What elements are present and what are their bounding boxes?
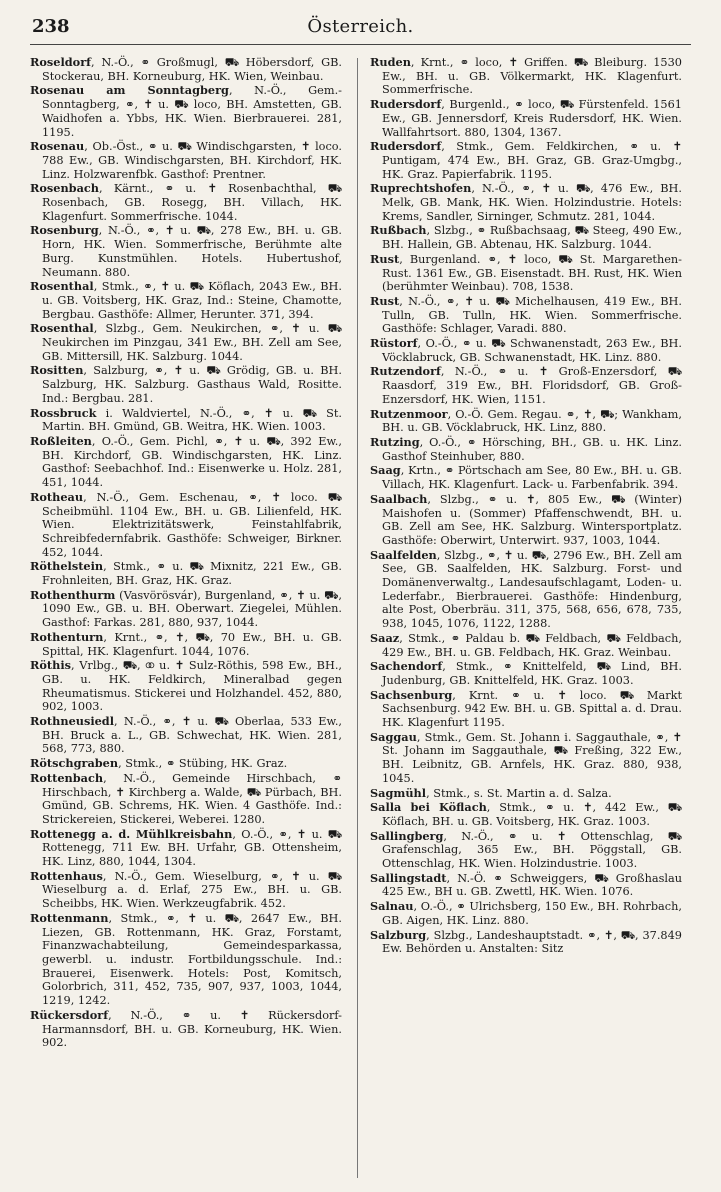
entry-headword: Ruprechtshofen xyxy=(370,181,472,196)
entry-headword: Roßleiten xyxy=(30,433,92,448)
entry-headword: Rutzendorf xyxy=(370,364,441,379)
entry-headword: Salla bei Köflach xyxy=(370,800,487,815)
gazetteer-entry xyxy=(30,631,342,658)
gazetteer-entry xyxy=(30,491,342,560)
gazetteer-entry xyxy=(30,322,342,363)
entry-text: , Ob.-Öst., ⚭ u. ⛟ Windischgarsten, ✝ loco. 788 Ew., GB. Windischgarsten, BH. Kirchdorf, HK. Linz. Holzwarenfbk. Gasthof: Prentner. xyxy=(42,140,342,181)
gazetteer-entry xyxy=(370,436,682,463)
entry-headword: Rußbach xyxy=(370,223,427,238)
entry-headword: Rottenhaus xyxy=(30,868,103,883)
gazetteer-entry xyxy=(370,830,682,871)
gazetteer-entry xyxy=(30,659,342,714)
entry-headword: Rosenau xyxy=(30,139,85,154)
column-divider xyxy=(357,58,358,1178)
entry-text: , N.-Ö., ⚭, ✝ u. ⛟, 476 Ew., BH. Melk, GB. Mank, HK. Wien. Holzindustrie. Hotels: Krems, Sandler, Sirninger, Schmutz. 281, 1044. xyxy=(382,182,682,223)
gazetteer-entry xyxy=(370,464,682,491)
gazetteer-entry xyxy=(370,900,682,927)
entry-headword: Rüstorf xyxy=(370,336,418,351)
entry-text: , Krnt., ⚭ loco, ✝ Griffen. ⛟ Bleiburg. 1530 Ew., BH. u. GB. Völkermarkt, HK. Klagenfurt. Sommerfrische. xyxy=(382,56,682,97)
entry-headword: Ruden xyxy=(370,55,411,69)
gazetteer-entry xyxy=(370,689,682,730)
entry-text: , N.-Ö., ⚭ u. ✝ Rückersdorf-Harmannsdorf, BH. u. GB. Korneuburg, HK. Wien. 902. xyxy=(42,1008,342,1050)
entry-text: , Vrlbg., ⛟, ⚭ u. ✝ Sulz-Röthis, 598 Ew., BH., GB. u. HK. Feldkirch, Mineralbad gegen Rheumatismus. Stickerei und Holzhandel. 452, 880, 902, 1003. xyxy=(42,659,342,714)
entry-text: , N.-Ö., ⚭, ✝ u. ⛟, 278 Ew., BH. u. GB. Horn, HK. Wien. Sommerfrische, Berühmte alte Burg. Kunstmühlen. Hotels. Hubertushof, Neumann. 880. xyxy=(42,224,342,279)
entry-text: , Stmk., Gem. Feldkirchen, ⚭ u. ✝ Puntigam, 474 Ew., BH. Graz, GB. Graz-Umgbg., HK. Graz. Papierfabrik. 1195. xyxy=(382,140,682,181)
entry-headword: Röthis xyxy=(30,658,72,673)
gazetteer-entry xyxy=(30,364,342,405)
gazetteer-entry xyxy=(370,98,682,139)
entry-text: , Salzburg, ⚭, ✝ u. ⛟ Grödig, GB. u. BH. Salzburg, HK. Salzburg. Gasthaus Wald, Rositte. Ind.: Bergbau. 281. xyxy=(42,364,342,405)
page-title: Österreich. xyxy=(307,16,414,37)
entry-text: , Kärnt., ⚭ u. ✝ Rosenbachthal, ⛟ Rosenbach, GB. Rosegg, BH. Villach, HK. Klagenfurt. Sommerfrische. 1044. xyxy=(42,182,342,223)
entry-text: , O.-Ö. Gem. Regau. ⚭, ✝, ⛟; Wankham, BH. u. GB. Vöcklabruck, HK. Linz, 880. xyxy=(382,407,682,435)
entry-text: , N.-Ö., ⚭ u. ✝ Ottenschlag, ⛟ Grafenschlag, 365 Ew., BH. Pöggstall, GB. Ottenschlag, HK. Wien. Holzindustrie. 1003. xyxy=(382,829,682,871)
gazetteer-entry xyxy=(30,84,342,139)
gazetteer-entry xyxy=(370,253,682,294)
entry-headword: Röthelstein xyxy=(30,559,104,574)
gazetteer-entry xyxy=(30,1009,342,1050)
entry-headword: Rositten xyxy=(30,363,84,378)
entry-headword: Rutzenmoor xyxy=(370,406,448,421)
entry-text: , N.-Ö., ⚭, ✝ u. ⛟ Michelhausen, 419 Ew., BH. Tulln, GB. Tulln, HK. Wien. Sommerfrische. Gasthöfe: Schlager, Varadi. 880. xyxy=(382,294,682,336)
entry-text: , O.-Ö., Gem. Pichl, ⚭, ✝ u. ⛟, 392 Ew., BH. Kirchdorf, GB. Windischgarsten, HK. Linz. Gasthof: Seebachhof. Ind.: Eisenwerke u. Holz. 281, 451, 1044. xyxy=(42,434,342,490)
entry-headword: Sachendorf xyxy=(370,659,443,674)
entry-text: , Stmk., s. St. Martin a. d. Salza. xyxy=(426,786,612,800)
gazetteer-entry xyxy=(370,801,682,828)
entry-text: , Stmk., ⚭, ✝ u. ⛟ Köflach, 2043 Ew., BH. u. GB. Voitsberg, HK. Graz, Ind.: Steine, Chamotte, Bergbau. Gasthöfe: Allmer, Herunter. 371, 394. xyxy=(42,280,342,321)
gazetteer-entry xyxy=(30,757,342,771)
entry-headword: Saggau xyxy=(370,729,417,744)
entry-headword: Sallingberg xyxy=(370,828,444,843)
entry-text: , N.-Ö., Gem. Wieselburg, ⚭, ✝ u. ⛟ Wieselburg a. d. Erlaf, 275 Ew., BH. u. GB. Scheibbs, HK. Wien. Werkzeugfabrik. 452. xyxy=(42,869,342,911)
entry-headword: Sachsenburg xyxy=(370,687,453,702)
gazetteer-entry xyxy=(30,182,342,223)
entry-text: , O.-Ö., ⚭ Ulrichsberg, 150 Ew., BH. Rohrbach, GB. Aigen, HK. Linz. 880. xyxy=(382,900,682,927)
entry-headword: Rottenmann xyxy=(30,910,109,925)
gazetteer-entry xyxy=(370,295,682,336)
gazetteer-entry xyxy=(370,56,682,97)
entry-text: , Stmk., ⚭, ✝ u. ⛟, 2647 Ew., BH. Liezen, GB. Rottenmann, HK. Graz, Forstamt, Finanzwachabteilung, Gemeindesparkassa, gewerbl. u. industr. Fortbildungsschule. Ind.: Brauerei, Eisenwerk. Hotels: Post, Komitsch, Golorbrich, 311, 452, 735, 907, 937, 1003, 1044, 1219, 1242. xyxy=(42,911,342,1008)
entry-headword: Rosenbach xyxy=(30,181,99,196)
gazetteer-entry xyxy=(30,870,342,911)
entry-headword: Rotheau xyxy=(30,489,84,504)
gazetteer-entry xyxy=(30,715,342,756)
entry-text: , Slzbg., Landeshauptstadt. ⚭, ✝, ⛟, 37.849 Ew. Behörden u. Anstalten: Sitz xyxy=(382,928,682,956)
entry-text: , N.-Ö., Gem. Eschenau, ⚭, ✝ loco. ⛟ Scheibmühl. 1104 Ew., BH. u. GB. Lilienfeld, HK. Wien. Elektrizitätswerk, Feinstahlfabrik, Schreibfedernfabrik. Gasthöfe: Schweiger, Birkner. 452, 1044. xyxy=(42,490,342,559)
gazetteer-entry xyxy=(30,224,342,279)
entry-headword: Saaz xyxy=(370,630,400,645)
entry-headword: Rutzing xyxy=(370,434,420,449)
entry-text: , N.-Ö. ⚭ Schweiggers, ⛟ Großhaslau 425 Ew., BH u. GB. Zwettl, HK. Wien. 1076. xyxy=(382,871,682,899)
entry-headword: Rust xyxy=(370,251,400,266)
entry-headword: Rosenburg xyxy=(30,223,99,238)
entry-text: , Burgenland. ⚭, ✝ loco, ⛟ St. Margarethen-Rust. 1361 Ew., GB. Eisenstadt. BH. Rust, HK. Wien (berühmter Weinbau). 708, 1538. xyxy=(382,252,682,294)
entry-headword: Rossbruck xyxy=(30,405,97,420)
entry-headword: Sagmühl xyxy=(370,785,427,800)
gazetteer-entry xyxy=(30,140,342,181)
entry-headword: Sallingstadt xyxy=(370,870,447,885)
entry-text: , Stmk., ⚭ Knittelfeld, ⛟ Lind, BH. Judenburg, GB. Knittelfeld, HK. Graz. 1003. xyxy=(382,660,682,687)
entry-headword: Rust xyxy=(370,293,400,308)
entry-text: , Stmk., ⚭ Stübing, HK. Graz. xyxy=(118,757,288,771)
gazetteer-entry xyxy=(30,280,342,321)
gazetteer-entry xyxy=(370,872,682,899)
entry-headword: Rottenbach xyxy=(30,770,104,785)
gazetteer-entry xyxy=(30,912,342,1008)
gazetteer-entry xyxy=(30,560,342,587)
entry-text: , Stmk., ⚭ u. ⛟ Mixnitz, 221 Ew., GB. Frohnleiten, BH. Graz, HK. Graz. xyxy=(42,560,342,588)
entry-text: , Slzbg., ⚭ Rußbachsaag, ⛟ Steeg, 490 Ew., BH. Hallein, GB. Abtenau, HK. Salzburg. 1044. xyxy=(382,224,682,252)
entry-headword: Rosenau am Sonntagberg xyxy=(30,83,229,98)
entry-headword: Roseldorf xyxy=(30,55,92,69)
entry-text: , N.-Ö., ⚭ u. ✝ Groß-Enzersdorf, ⛟ Raasdorf, 319 Ew., BH. Floridsdorf, GB. Groß-Enzersdorf, HK. Wien, 1151. xyxy=(382,365,682,406)
entry-headword: Rosenthal xyxy=(30,279,94,294)
gazetteer-entry xyxy=(370,140,682,181)
entry-headword: Saalfelden xyxy=(370,547,437,562)
gazetteer-entry xyxy=(370,929,682,956)
entry-headword: Rothenthurm xyxy=(30,587,116,602)
page-header xyxy=(30,10,691,45)
entry-text: , O.-Ö., ⚭, ✝ u. ⛟ Rottenegg, 711 Ew. BH. Urfahr, GB. Ottensheim, HK. Linz, 880, 1044, 1304. xyxy=(42,827,342,869)
entry-headword: Rottenegg a. d. Mühlkreisbahn xyxy=(30,826,233,841)
gazetteer-entry xyxy=(370,337,682,364)
entry-headword: Salzburg xyxy=(370,927,427,942)
gazetteer-entry xyxy=(370,224,682,251)
entry-headword: Rothenturn xyxy=(30,629,104,644)
gazetteer-entry xyxy=(30,828,342,869)
gazetteer-entry xyxy=(370,787,682,801)
entry-headword: Saalbach xyxy=(370,491,428,506)
entry-headword: Rückersdorf xyxy=(30,1007,109,1022)
entry-headword: Saag xyxy=(370,463,401,478)
page-number: 238 xyxy=(32,16,70,37)
entry-text: , N.-Ö., Gemeinde Hirschbach, ⚭ Hirschbach, ✝ Kirchberg a. Walde, ⛟ Pürbach, BH. Gmünd, GB. Schrems, HK. Wien. 4 Gasthöfe. Ind.: Strickereien, Stickerei, Weberei. 1280. xyxy=(42,771,342,826)
gazetteer-entry xyxy=(370,182,682,223)
entry-headword: Rötschgraben xyxy=(30,756,119,771)
entry-headword: Rosenthal xyxy=(30,321,94,336)
entry-headword: Rudersdorf xyxy=(370,97,442,112)
gazetteer-entry xyxy=(30,56,342,83)
gazetteer-entry xyxy=(370,660,682,687)
entry-text: , Slzbg., ⚭, ✝ u. ⛟, 2796 Ew., BH. Zell am See, GB. Saalfelden, HK. Salzburg. Forst- und Domänenverwaltg., Landesaufschlagamt, Loden- u. Lederfabr., Bierbrauerei. Gasthöfe: Hindenburg, alte Post, Oberbräu. 311, 375, 568, 656, 678, 735, 938, 1045, 1076, 1122, 1288. xyxy=(382,548,682,631)
gazetteer-entry xyxy=(370,549,682,631)
entry-text: i. Waldviertel, N.-Ö., ⚭, ✝ u. ⛟ St. Martin. BH. Gmünd, GB. Weitra, HK. Wien. 1003. xyxy=(42,406,342,434)
gazetteer-entry xyxy=(370,408,682,435)
entry-text: , Slzbg., ⚭ u. ✝, 805 Ew., ⛟ (Winter) Maishofen u. (Sommer) Pfaffenschwendt, BH. u. GB. Zell am See, HK. Salzburg. Wintersportplatz. Gasthöfe: Oberwirt, Unterwirt. 937, 1003, 1044. xyxy=(382,492,682,547)
gazetteer-entry xyxy=(30,772,342,827)
entry-text: , Stmk., Gem. St. Johann i. Saggauthale, ⚭, ✝ St. Johann im Saggauthale, ⛟ Freßing, 322 Ew., BH. Leibnitz, GB. Arnfels, HK. Graz. 880, 938, 1045. xyxy=(382,730,682,785)
right-column xyxy=(370,56,682,957)
entry-text: , Slzbg., Gem. Neukirchen, ⚭, ✝ u. ⛟ Neukirchen im Pinzgau, 341 Ew., BH. Zell am See, GB. Mittersill, HK. Salzburg. 1044. xyxy=(42,322,342,363)
entry-text: , N.-Ö., ⚭ Großmugl, ⛟ Höbersdorf, GB. Stockerau, BH. Korneuburg, HK. Wien, Weinbau. xyxy=(42,56,342,83)
entry-headword: Salnau xyxy=(370,899,414,914)
gazetteer-entry xyxy=(370,365,682,406)
entry-text: , N.-Ö., ⚭, ✝ u. ⛟ Oberlaa, 533 Ew., BH. Bruck a. L., GB. Schwechat, HK. Wien. 281, 568, 773, 880. xyxy=(42,715,342,756)
entry-text: , Krnt., ⚭, ✝, ⛟, 70 Ew., BH. u. GB. Spittal, HK. Klagenfurt. 1044, 1076. xyxy=(42,630,342,658)
left-column xyxy=(30,56,342,1051)
entry-text: , Stmk., ⚭ Paldau b. ⛟ Feldbach, ⛟ Feldbach, 429 Ew., BH. u. GB. Feldbach, HK. Graz. Weinbau. xyxy=(382,631,682,659)
entry-headword: Rudersdorf xyxy=(370,139,442,154)
entry-headword: Rothneusiedl xyxy=(30,714,114,729)
gazetteer-entry xyxy=(30,589,342,630)
gazetteer-entry xyxy=(30,435,342,490)
entry-text: , Krtn., ⚭ Pörtschach am See, 80 Ew., BH. u. GB. Villach, HK. Klagenfurt. Lack- u. Farbenfabrik. 394. xyxy=(382,464,682,492)
entry-text: , O.-Ö., ⚭ Hörsching, BH., GB. u. HK. Linz. Gasthof Steinhuber, 880. xyxy=(382,435,682,463)
gazetteer-entry xyxy=(370,493,682,548)
entry-text: , Burgenld., ⚭ loco, ⛟ Fürstenfeld. 1561 Ew., GB. Jennersdorf, Kreis Rudersdorf, HK. Wien. Wallfahrtsort. 880, 1304, 1367. xyxy=(382,98,682,139)
gazetteer-entry xyxy=(30,407,342,434)
entry-text: (Vasvörösvár), Burgenland, ⚭, ✝ u. ⛟, 1090 Ew., GB. u. BH. Oberwart. Ziegelei, Mühlen. Gasthof: Farkas. 281, 880, 937, 1044. xyxy=(42,588,342,630)
gazetteer-entry xyxy=(370,731,682,786)
gazetteer-entry xyxy=(370,632,682,659)
entry-text: , O.-Ö., ⚭ u. ⛟ Schwanenstadt, 263 Ew., BH. Vöcklabruck, GB. Schwanenstadt, HK. Linz. 880. xyxy=(382,337,682,364)
entry-text: , Krnt. ⚭ u. ✝ loco. ⛟ Markt Sachsenburg. 942 Ew. BH. u. GB. Spittal a. d. Drau. HK. Klagenfurt 1195. xyxy=(382,688,682,730)
entry-text: , Stmk., ⚭ u. ✝, 442 Ew., ⛟ Köflach, BH. u. GB. Voitsberg, HK. Graz. 1003. xyxy=(382,801,682,828)
entry-text: , N.-Ö., Gem.-Sonntagberg, ⚭, ✝ u. ⛟ loco, BH. Amstetten, GB. Waidhofen a. Ybbs, HK. Wien. Bierbrauerei. 281, 1195. xyxy=(42,84,342,139)
